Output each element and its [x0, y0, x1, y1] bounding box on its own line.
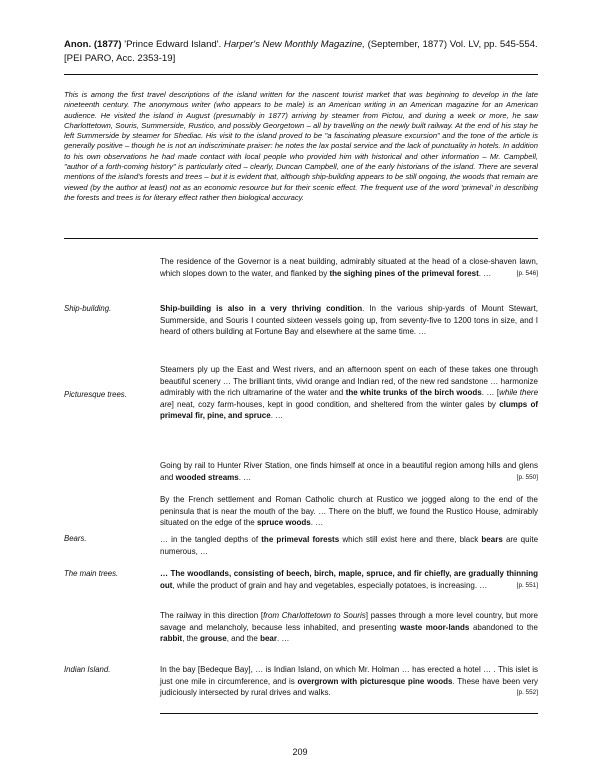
excerpt-text: ] neat, cozy farm-houses, kept in good condition, and sheltered from the winter gales by: [171, 399, 500, 409]
page-number: 209: [292, 747, 308, 757]
page-reference: [p. 551]: [516, 581, 538, 589]
excerpt-text: In the bay [Bedeque Bay], … is Indian Island, on which Mr. Holman … has erected a hotel … . This islet is just one mile in circumference, and is: [160, 665, 538, 686]
page-reference: [p. 552]: [516, 689, 538, 697]
abstract-paragraph: This is among the first travel descriptions of the island written for the nascent tourist market that was beginning to develop in the late nineteenth century. The anonymous writer (who appears to be male) is an American writing in an American magazine for an American audience. He visited the island in August (presumably in 1877) arriving by steamer from Pictou, and during a week or more, he saw Charlottetown, Souris, Summerside, Rustico, and possibly Georgetown – all by travelling on the newly built railway. At the end of his stay he left Summerside by steamer for Shediac. His visit to the island proved to be "a fascinating pleasure excursion" and the tone of the article is generally positive – though he is not an indiscriminate praiser: he notes the lax postal service and the lack of punctuality in hotels. In addition to his own observations he had made contact with local people who provided him with historical and other information – Mr. Campbell, "author of a forth-coming history" is particularly cited – clearly, Duncan Campbell, one of the early historians of the island. There are several mentions of the island's forests and trees – but it is evident that, although ship-building appears to be still ongoing, the woods that remain are viewed (by the author at least) not as an economic resource but for their scenic effect. The frequent use of the word 'primeval' in describing the forests and trees is for literary effect rather then biological accuracy.: [64, 90, 538, 202]
excerpt-highlight: wooded streams: [175, 472, 239, 482]
margin-note-picturesque-trees: Picturesque trees.: [64, 390, 127, 399]
excerpt-highlight: rabbit: [160, 634, 183, 644]
excerpt-highlight: Ship-building is also in a very thriving condition: [160, 304, 363, 313]
excerpt-text: . … [: [481, 388, 500, 398]
excerpt-highlight: bears: [481, 535, 503, 544]
excerpt-text: Steamers ply up the East and West rivers, and an afternoon spent on each of these takes one through beautiful scenery … The brilliant tints, vivid orange and Indian red, of the new red sandstone … harmonize admirably with the rich ultramarine of the water and: [160, 365, 538, 398]
citation-journal: Harper's New Monthly Magazine,: [223, 39, 365, 50]
excerpt-text: By the French settlement and Roman Catholic church at Rustico we jogged along to the end of the peninsula that is near the mouth of the bay. … There on the bluff, we found the Rustico House, admirably situated on the edge of the: [160, 495, 538, 528]
excerpt-highlight: the sighing pines of the primeval forest: [329, 268, 479, 278]
excerpt-text: are quite numerous, …: [160, 535, 539, 556]
editorial-insert: while there are: [160, 388, 539, 409]
excerpt-governor-residence: [160, 256, 538, 279]
page-reference: [p. 546]: [516, 269, 538, 277]
excerpt-text: The residence of the Governor is a neat building, admirably situated at the head of a close-shaven lawn, which slopes down to the water, and flanked by: [160, 257, 538, 278]
excerpt-highlight: waste moor-lands: [399, 622, 470, 632]
excerpt-text: Going by rail to Hunter River Station, one finds himself at once in a beautiful region among hills and glens and: [160, 461, 538, 482]
excerpt-highlight: bear: [260, 634, 277, 644]
excerpt-text: . …: [270, 411, 284, 421]
excerpt-text: . …: [238, 472, 252, 482]
excerpt-highlight: spruce woods: [256, 518, 311, 528]
excerpt-hunter-river: [160, 460, 538, 483]
citation-title: 'Prince Edward Island'.: [124, 39, 224, 50]
excerpt-text: The railway in this direction [: [160, 611, 264, 620]
page-reference: [p. 550]: [516, 473, 538, 481]
excerpt-railway-souris: [160, 610, 538, 645]
excerpt-text: . …: [310, 518, 324, 528]
excerpt-highlight: the white trunks of the birch woods: [345, 388, 482, 398]
margin-note-main-trees: The main trees.: [64, 569, 119, 578]
excerpt-text: . In the various ship-yards of Mount Stewart, Summerside, and Souris I counted sixteen vessels going up, from seventy-five to 1200 tons in size, and I heard of others building at Fortune Bay and elsewhere at the same time. …: [160, 304, 538, 337]
excerpt-text: … in the tangled depths of: [160, 535, 262, 544]
excerpt-bears: [160, 534, 538, 557]
excerpt-text: ] passes through a more level country, but more savage and melancholy, because less inhabited, and presenting: [160, 611, 539, 632]
abstract-divider: [64, 238, 538, 239]
excerpt-indian-island: [160, 664, 538, 699]
excerpt-text: which still exist here and there, black: [339, 535, 482, 544]
margin-note-indian-island: Indian Island.: [64, 665, 111, 674]
excerpt-main-trees: [160, 568, 538, 591]
excerpt-text: abandoned to the: [469, 622, 538, 632]
citation-details: (September, 1877) Vol. LV, pp. 545-554. [PEI PARO, Acc. 2353-19]: [64, 39, 538, 64]
excerpt-text: . …: [478, 268, 492, 278]
excerpt-highlight: the primeval forests: [261, 535, 340, 544]
citation-header: [64, 38, 538, 66]
editorial-insert: from Charlottetown to Souris: [263, 611, 366, 620]
excerpt-text: . …: [276, 634, 290, 644]
citation-author: Anon. (1877): [64, 39, 122, 50]
excerpt-highlight: overgrown with picturesque pine woods: [297, 676, 453, 686]
excerpt-text: , while the product of grain and hay and vegetables, especially potatoes, is increasing. …: [172, 580, 488, 590]
bottom-divider: [160, 713, 538, 714]
margin-note-bears: Bears.: [64, 534, 87, 543]
excerpt-ship-building: [160, 303, 538, 338]
excerpt-text: , and the: [226, 634, 261, 644]
excerpt-text: , the: [182, 634, 201, 644]
excerpt-picturesque-trees: [160, 364, 538, 422]
excerpt-highlight: grouse: [200, 634, 227, 644]
excerpt-rustico: [160, 494, 538, 529]
margin-note-ship-building: Ship-building.: [64, 304, 112, 313]
excerpt-highlight: clumps of primeval fir, pine, and spruce: [160, 399, 539, 421]
excerpt-text: . These have been very judiciously intersected by rural drives and walks.: [160, 676, 538, 698]
excerpt-highlight: … The woodlands, consisting of beech, birch, maple, spruce, and fir chiefly, are gradually thinning out: [160, 569, 538, 590]
top-divider: [64, 74, 538, 75]
